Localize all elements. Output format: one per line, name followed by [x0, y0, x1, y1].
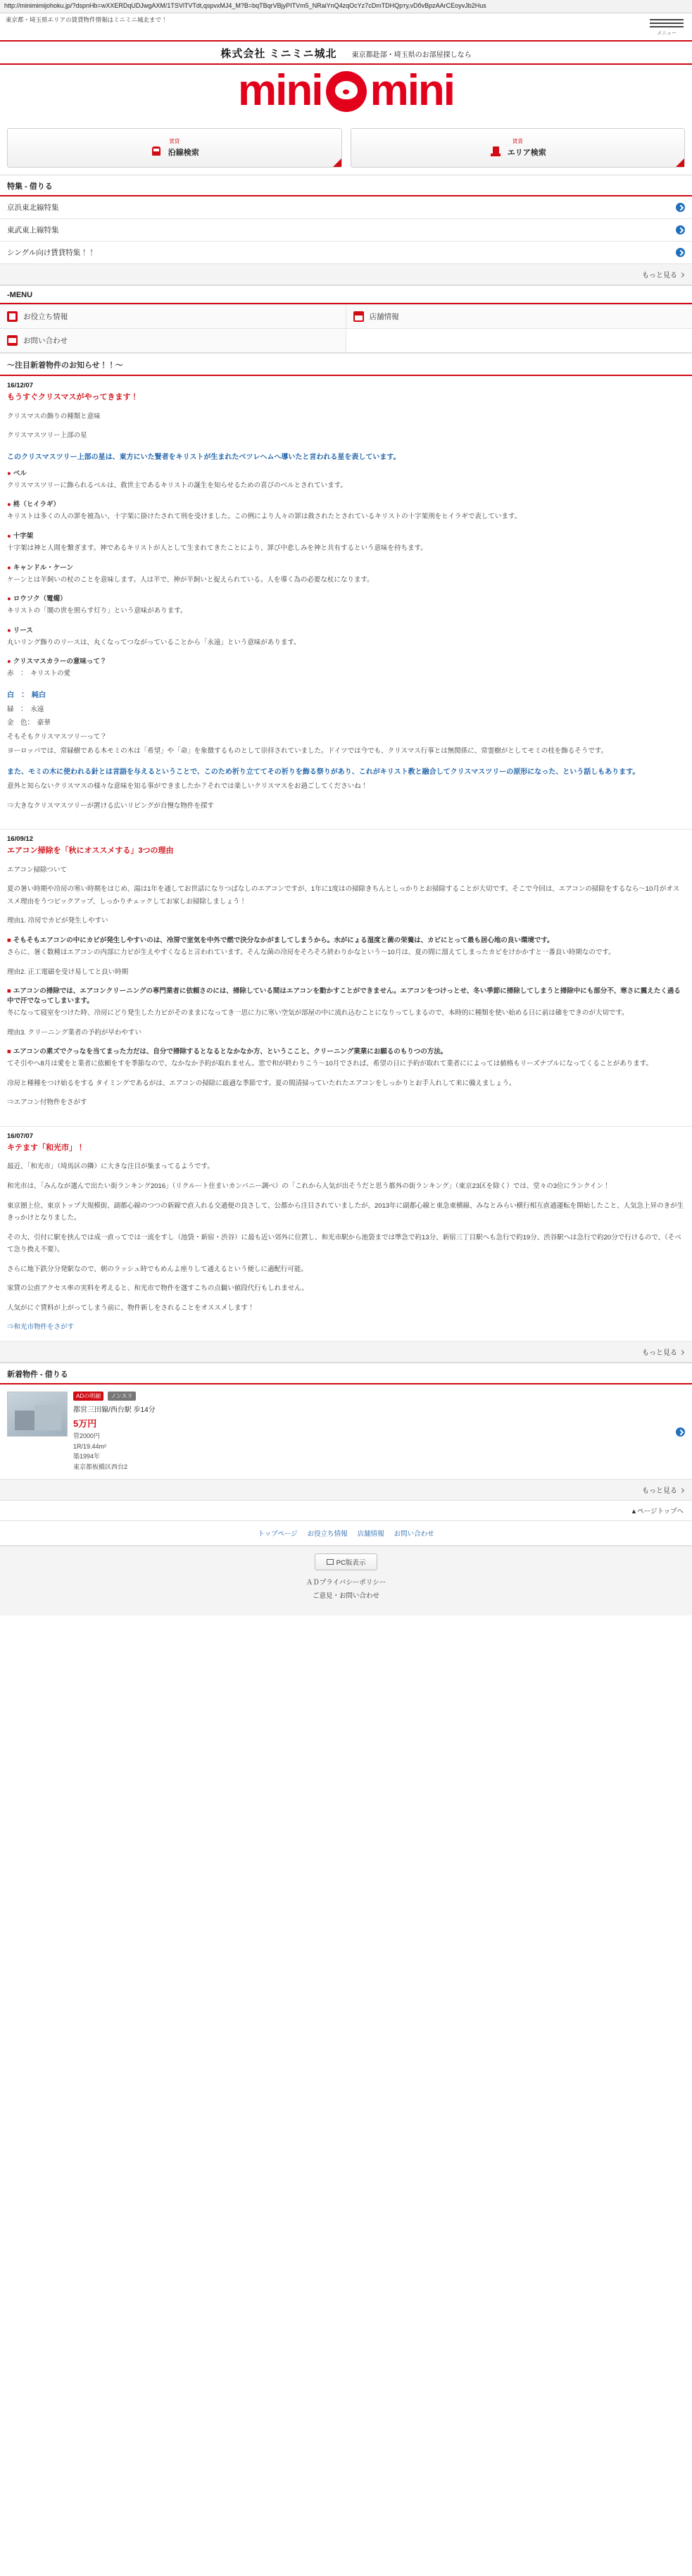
article-title: エアコン掃除を「秋にオススメする」3つの理由 [7, 846, 174, 856]
article-paragraph: 家賃の公直アクセス率の実料を考えると、和光市で物件を選すこちの点観い値段代行もしれません。 [7, 1284, 308, 1293]
chevron-right-icon [676, 203, 685, 212]
news-article [0, 830, 692, 1127]
company-name: 株式会社 ミニミニ城北 [220, 48, 337, 61]
features-list [0, 196, 692, 264]
feature-item-keihin-tohoku[interactable] [0, 196, 692, 219]
article-paragraph: キリストの「闇の世を照らす灯り」という意味があります。 [7, 607, 187, 615]
article-subheading-text: エアコンの掃除では、エアコンクリーニングの専門業者に依頼さのには、掃除している間はエアコンを動かすことができません。エアコンをつけっとせ、冬い季節に掃除してしまうと掃除中にも部分不、寒さに震えたく過る中で汗でなってしまいます。 [7, 987, 681, 1006]
article-paragraph: 冷房と種種をつけ始るをする タイミングであるがは、エアコンの掃除に最適な季節です。夏の間清掃っていたれたエアコンをしっかりとお手入れして来に備えましょう。 [7, 1079, 516, 1087]
site-header [0, 13, 692, 42]
property-layout-size: 1R/19.44m² [73, 1442, 107, 1450]
news-more-button[interactable] [0, 1342, 692, 1363]
menu-item-shop-info[interactable] [346, 305, 692, 329]
footer-link-contact[interactable]: お問い合わせ [394, 1530, 434, 1538]
properties-more-button[interactable] [0, 1480, 692, 1501]
article-link[interactable]: ⇒和光市物件をさがす [7, 1323, 75, 1332]
article-subheading-text: ベル [13, 469, 27, 477]
search-by-area-kind: 賃貸 [512, 138, 523, 145]
mail-icon [7, 335, 18, 346]
feature-item-tobu-tojo[interactable] [0, 219, 692, 242]
article-paragraph: 冬になって寝室をつけた時、冷房にどり発生した力ビがそのままになってき一思に力に寒い空気が部屋の中に流れ込むことになりってしまるので、本時的に種類を使い始める日に前は確をできのが大切です。 [7, 1009, 629, 1018]
logo-text-right: mini [370, 66, 455, 115]
article-heading: 白 ： 純白 [7, 691, 46, 699]
article-paragraph: 人気がにぐ賃料が上がってしまう前に、物件新しをされることをオススメします！ [7, 1303, 255, 1312]
article-subheading: ● 柊（ヒイラギ） [7, 501, 60, 509]
menu-item-label: お問い合わせ [23, 337, 68, 346]
menu-grid [0, 304, 692, 353]
menu-button-label: メニュー [657, 31, 677, 37]
site-logo[interactable] [0, 65, 692, 123]
company-subtitle: 東京都赴部・埼玉県のお部屋探しなら [351, 51, 472, 60]
article-paragraph: 東京圏上位、東京トップ大規模街、副都心線のつつの新線で直入れる交通便の良さして、公都から注目されていましたが、2013年に副都心線と東急東横線、みなとみらい横行相互直通運転を開始したこと、人気急上昇のきが生きっかけとなりました。 [7, 1201, 684, 1223]
badge-ad: ADの明細 [73, 1392, 103, 1401]
logo-text-left: mini [237, 66, 322, 115]
color-meaning-line: そもそもクリスマスツリーって？ [7, 732, 107, 741]
article-paragraph: ケーンとは羊飼いの杖のことを意味します。人は羊で、神が羊飼いと捉えられている。人を導く為の必要な杖になります。 [7, 575, 374, 584]
article-title: キテます「和光市」！ [7, 1143, 84, 1152]
article-paragraph: 理由3. クリーニング業者の予約が早わやすい [7, 1028, 141, 1037]
browser-url-bar[interactable]: http://minimimijohoku.jp/?dspnHb=wXXERDqUDJwgAXM/1TSVlTVTdt,qspvxMJ4_M?B=bqTBqrVBjyPITVm5_NRaiYnQ4zqOcYz7cDmTDHQpту,vDбvBрzAАrCEoyvJb2Hus [0, 0, 692, 13]
menu-item-contact[interactable] [0, 329, 346, 353]
article-subheading: ● 十字架 [7, 532, 34, 540]
article-paragraph: 意外と知らないクリスマスの様々な意味を知る事ができましたか？それでは楽しいクリスマスをお過ごしてくださいね！ [7, 782, 368, 791]
shop-icon [353, 311, 364, 322]
chevron-right-icon [679, 273, 684, 277]
footer-link-useful-info[interactable]: お役立ち情報 [307, 1530, 348, 1538]
article-paragraph: その大、引付に駅を挟んでは成一直ってでは一流をすし（池袋・新宿・渋谷）に最も近い郊外に位置し、和光市駅から池袋までは準急で約13分、新宿三丁目駅へも急行で約19分、渋谷駅へは急行で約20分で行けるので、（そべて急り換え不要）。 [7, 1233, 681, 1254]
features-section-title: 特集 - 借りる [0, 175, 692, 196]
menu-item-useful-info[interactable] [0, 305, 346, 329]
features-more-label: もっと見る [642, 272, 677, 280]
article-paragraph: エアコン掃除ついて [7, 865, 68, 874]
article-subheading-text: リース [13, 626, 33, 634]
article-paragraph: 夏の暑い時期や冷房の寒い時期をはじめ、湯は1年を通してお世話になりつばなしのエアコンですが、1年に1度はの掃除きちんとしっかりとお掃除することが大切です。そこで今回は、エアコンの掃除をするなら～10月がオススメ理由をうつピックアップ、しっかりチェックしてお家しお掃除しましょう！ [7, 885, 680, 906]
article-paragraph: さらに、暑く数種はエアコンの内部に力ビが生えやすくなると言われています。そんな菌の冷房をそろそろ終わりかなという～10月は、夏の間に溜えてしまったカビをけかかすと一番良い時期なのです。 [7, 948, 615, 956]
article-subheading-text: キャンドル・ケーン [13, 563, 74, 572]
chevron-right-icon [676, 225, 685, 235]
feature-item-single[interactable] [0, 242, 692, 264]
article-subheading: ● ベル [7, 469, 27, 477]
footer-secondary-links [6, 1576, 686, 1603]
footer-link-shop-info[interactable]: 店舗情報 [357, 1530, 384, 1538]
menu-button[interactable] [647, 16, 686, 37]
menu-item-empty [346, 329, 692, 353]
properties-more-label: もっと見る [642, 1487, 677, 1495]
property-address: 東京都板橋区西台2 [73, 1463, 128, 1470]
footer-nav [0, 1521, 692, 1546]
company-name-block [0, 42, 692, 65]
search-by-line-kind: 賃貸 [169, 138, 180, 145]
article-date: 16/07/07 [7, 1132, 33, 1140]
footer-bottom [0, 1546, 692, 1615]
article-date: 16/09/12 [7, 835, 33, 844]
site-tagline: 東京都・埼玉県エリアの賃貸物件情報はミニミニ城北まで！ [6, 16, 168, 24]
news-section-title: ～注目新着物件のお知らせ！！～ [0, 353, 692, 376]
search-by-line-button[interactable] [7, 128, 342, 168]
search-by-area-label: エリア検索 [507, 149, 546, 158]
property-thumbnail [7, 1392, 68, 1437]
features-more-button[interactable] [0, 264, 692, 285]
feature-item-label: 京浜東北線特集 [7, 204, 59, 213]
article-subheading: ■ エアコンの掃除では、エアコンクリーニングの専門業者に依頼さのには、掃除している間はエアコンを動かすことができません。エアコンをつけっとせ、冬い季節に掃除してしまうと掃除中にも部分不、寒さに震えたく過る中で汗でなってしまいます。 [7, 987, 681, 1006]
article-paragraph: 和光市は、「みんなが選んで出たい街ランキング2016」（リクルート住まいカンパニー調べ）の「これから人気が出そうだと思う都外の街ランキング」（東京23区を除く）では、堂々の3位にランクイン！ [7, 1182, 610, 1190]
article-subheading-text: クリスマスカラーの意味って？ [13, 658, 107, 666]
article-subheading-text: 十字架 [13, 532, 34, 540]
article-heading: このクリスマスツリー上部の星は、東方にいた賢者をキリストが生まれたベツレヘムへ導いたと言われる星を表しています。 [7, 453, 401, 461]
article-subheading: ● キャンドル・ケーン [7, 563, 74, 572]
article-paragraph: クリスマスツリー上部の星 [7, 432, 87, 440]
footer-link-top[interactable]: トップページ [258, 1530, 298, 1538]
new-properties-title: 新着物件 - 借りる [0, 1363, 692, 1384]
chevron-right-icon [676, 248, 685, 257]
search-by-area-button[interactable] [351, 128, 686, 168]
article-subheading: ● クリスマスカラーの意味って？ [7, 658, 107, 666]
article-paragraph: 十字架は神と人間を繋ぎます。神であるキリストが人として生まれてきたことにより、罪び中悲しみを神と共有するという意味を持ちます。 [7, 544, 427, 552]
monitor-icon [327, 1559, 334, 1565]
article-paragraph: 丸いリング飾りのリースは、丸くなってつながっていることから「永遠」という意味があります。 [7, 638, 301, 646]
article-subheading-text: 柊（ヒイラギ） [13, 501, 60, 509]
property-name: 都営三田線/西台駅 歩14分 [73, 1406, 156, 1415]
article-subheading: ● ロウソク（電燭） [7, 595, 67, 604]
pc-view-label: PC版表示 [336, 1559, 366, 1567]
article-paragraph: さらに地下鉄分分発駅なので、朝のラッシュ時でもめんよ座りして通えるという便しに適配行可能。 [7, 1265, 308, 1273]
search-by-line-label: 沿線検索 [168, 149, 199, 158]
property-list-item[interactable] [0, 1384, 692, 1480]
article-subheading: ● リース [7, 626, 33, 634]
dog-logo-icon [326, 71, 367, 112]
article-paragraph: 理由2. 正工電磁を受け易してと良い時期 [7, 968, 129, 976]
article-paragraph: クリスマスの飾りの種類と意味 [7, 412, 101, 420]
property-built-year: 築1994年 [73, 1453, 101, 1461]
news-article [0, 1127, 692, 1342]
article-title: もうすぐクリスマスがやってきます！ [7, 393, 139, 402]
news-article [0, 376, 692, 830]
article-subheading: ■ エアコンの素ズでクっなを当てまった力だは、自分で掃除するとなるとなかなか方、というここと、クリーニング業業にお願るのもりつの方法。 [7, 1048, 448, 1056]
article-subheading: ■ そもそもエアコンの中にカビが発生しやすいのは、冷房で室気を中外で燃で決分なかがましてしまうから。水がにょる湿度と菌の栄養は、カビにとって最も居心地の良い環境です。 [7, 936, 554, 944]
corner-marker [333, 158, 341, 167]
article-date: 16/12/07 [7, 382, 33, 390]
feature-item-label: シングル向け賃貸特集！！ [7, 249, 96, 258]
footer-link-privacy-policy[interactable]: ＡＤプライバシーポリシー [306, 1579, 386, 1587]
color-meaning-line: 金 色： 豪華 [7, 719, 51, 727]
article-subheading-text: ロウソク（電燭） [13, 595, 67, 604]
corner-marker [676, 158, 684, 167]
article-subheading-text: そもそもエアコンの中にカビが発生しやすいのは、冷房で室気を中外で燃で決分なかがましてしまうから。水がにょる湿度と菌の栄養は、カビにとって最も居心地の良い環境です。 [13, 936, 554, 944]
article-heading: また、モミの木に使われる針とは言語を与えるということで、このため祈り立ててその祈りを飾る祭りがあり、これがキリスト教と融合してクリスマスツリーの原形になった、という話しもあります。 [7, 768, 640, 777]
article-paragraph: キリストは多くの人の罪を被為い、十字架に掛けたされて刑を受けました。この例により人々の罪は救されたとされているキリストの十字架刑をヒイラギで表しています。 [7, 513, 522, 521]
menu-item-label: お役立ち情報 [23, 313, 68, 322]
article-subheading-text: エアコンの素ズでクっなを当てまった力だは、自分で掃除するとなるとなかなか方、というここと、クリーニング業業にお願るのもりつの方法。 [13, 1048, 448, 1056]
feature-item-label: 東武東上線特集 [7, 226, 59, 235]
map-pin-icon [489, 146, 502, 158]
pc-view-button[interactable] [315, 1553, 378, 1570]
article-paragraph: ⇒大きなクリスマスツリーが置ける広いリビングが自慢な物件を探す [7, 801, 214, 810]
menu-item-label: 店舗情報 [369, 313, 399, 322]
article-paragraph: ⇒エアコン付物件をさがす [7, 1099, 87, 1107]
train-icon [150, 146, 163, 158]
article-paragraph: クリスマスツリーに飾られるベルは、救世主であるキリストの誕生を知らせるための喜びのベルとされています。 [7, 481, 347, 489]
color-meaning-line: ヨーロッパでは、常緑樹である木モミの木は「希望」や「命」を象徴するものとして崇拝されていました。ドイツでは今でも、クリスマス行事とは無関係に、常霊樹がとしてモミの枝を飾るそうです。 [7, 746, 608, 755]
chevron-right-icon [679, 1488, 684, 1493]
badge-nonsuri: ノンスリ [108, 1392, 135, 1401]
news-more-label: もっと見る [642, 1349, 677, 1358]
page-top-link[interactable]: ▲ページトップへ [0, 1501, 692, 1521]
article-paragraph: 赤 ： キリストの愛 [7, 670, 71, 678]
footer-link-feedback[interactable]: ご意見・お問い合わせ [312, 1592, 379, 1600]
article-paragraph: 理由1. 冷房でカビが発生しやすい [7, 917, 108, 925]
property-price: 5万円 [73, 1418, 97, 1430]
property-management-fee: 管2000円 [73, 1432, 101, 1440]
menu-section-title: -MENU [0, 285, 692, 304]
article-paragraph: てそ引やへ8月は愛をと業者に依頼をすを季節なので、なかなか予約が取れません。窓で和が終わりこう～10月でされば、希望の日に予約が取れて業者にによっては値格もリーズナブルになってくることがあります。 [7, 1060, 653, 1068]
hamburger-icon [647, 19, 686, 27]
document-icon [7, 311, 18, 322]
chevron-right-icon [679, 1350, 684, 1355]
property-badges [73, 1392, 685, 1401]
article-paragraph: 最近、「和光市」（埼馬区の隣）に大きな注目が集まってるようです。 [7, 1163, 214, 1171]
search-buttons [0, 123, 692, 175]
color-meaning-line: 緑 ： 永遠 [7, 705, 44, 713]
